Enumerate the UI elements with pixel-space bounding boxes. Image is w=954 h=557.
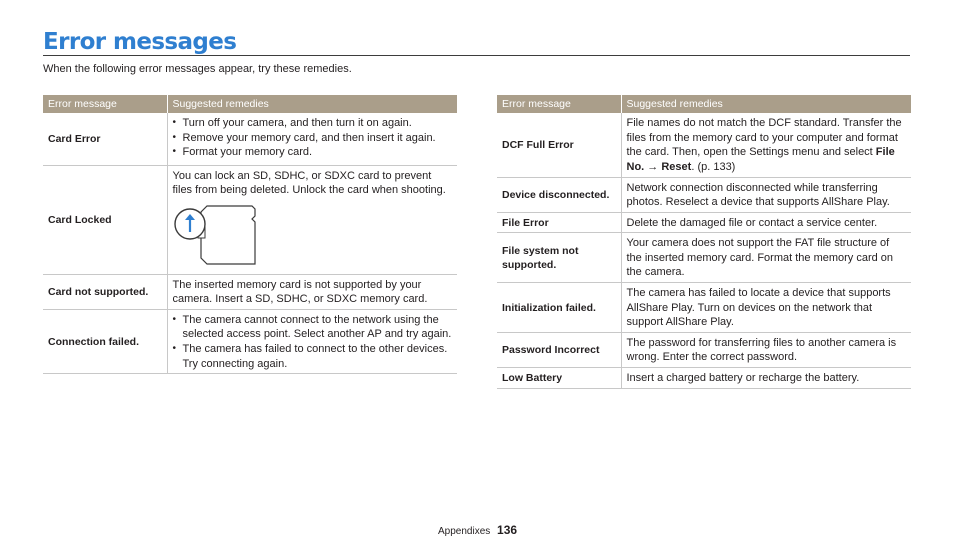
- list-item: • The camera cannot connect to the network using the selected access point. Select another AP and try again.: [183, 313, 453, 342]
- remedy-cell: The password for transferring files to another camera is wrong. Enter the correct password.: [621, 332, 911, 367]
- header-error-message: Error message: [497, 95, 621, 113]
- error-table-left: [43, 95, 457, 374]
- error-name: Password Incorrect: [497, 332, 621, 367]
- menu-item-reset: Reset: [661, 160, 692, 173]
- list-item: • Format your memory card.: [183, 145, 453, 160]
- header-suggested-remedies: Suggested remedies: [621, 95, 911, 113]
- remedy-cell: Insert a charged battery or recharge the battery.: [621, 368, 911, 389]
- remedy-text: You can lock an SD, SDHC, or SDXC card to prevent files from being deleted. Unlock the card when shooting.: [172, 169, 446, 197]
- error-name: Connection failed.: [43, 309, 167, 373]
- table-row: [497, 283, 911, 333]
- list-item: • Turn off your camera, and then turn it on again.: [183, 116, 453, 131]
- table-row: [497, 332, 911, 367]
- intro-text: When the following error messages appear, try these remedies.: [43, 63, 352, 75]
- remedy-cell: [167, 113, 457, 165]
- remedy-text: File names do not match the DCF standard. Transfer the files from the memory card to your computer and format the card. Then, open the Settings menu and select: [626, 117, 902, 159]
- menu-item-file-no: File No.: [626, 146, 895, 173]
- table-row: [497, 212, 911, 233]
- table-row: [43, 165, 457, 274]
- table-row: [43, 113, 457, 165]
- title-divider: [43, 55, 910, 56]
- header-error-message: Error message: [43, 95, 167, 113]
- page-title: Error messages: [43, 29, 237, 55]
- error-name: Card Error: [43, 113, 167, 165]
- table-row: [43, 274, 457, 309]
- header-suggested-remedies: Suggested remedies: [167, 95, 457, 113]
- table-row: [497, 177, 911, 212]
- error-name: Card not supported.: [43, 274, 167, 309]
- remedy-cell: Network connection disconnected while transferring photos. Reselect a device that supports AllShare Play.: [621, 177, 911, 212]
- list-item: • Remove your memory card, and then insert it again.: [183, 131, 453, 146]
- error-name: Low Battery: [497, 368, 621, 389]
- page-reference: . (p. 133): [691, 160, 736, 173]
- error-name: File Error: [497, 212, 621, 233]
- arrow-icon: →: [644, 160, 662, 173]
- error-name: Card Locked: [43, 165, 167, 274]
- remedy-list: [173, 313, 453, 371]
- error-table-right: [497, 95, 911, 389]
- footer-section-label: Appendixes: [438, 526, 491, 537]
- error-name: Device disconnected.: [497, 177, 621, 212]
- remedy-cell: [167, 309, 457, 373]
- sd-card-lock-icon: [173, 200, 263, 270]
- table-header-row: [43, 95, 457, 113]
- page-number: 136: [497, 523, 518, 537]
- remedy-cell: The camera has failed to locate a device that supports AllShare Play. Turn on devices on the network that support AllShare Play.: [621, 283, 911, 333]
- error-name: Initialization failed.: [497, 283, 621, 333]
- table-row: [43, 309, 457, 373]
- remedy-cell: [167, 165, 457, 274]
- table-row: [497, 233, 911, 283]
- remedy-cell: Your camera does not support the FAT file structure of the inserted memory card. Format the memory card on the camera.: [621, 233, 911, 283]
- remedy-cell: The inserted memory card is not supported by your camera. Insert a SD, SDHC, or SDXC memory card.: [167, 274, 457, 309]
- remedy-cell: [621, 113, 911, 177]
- error-name: DCF Full Error: [497, 113, 621, 177]
- page-footer: [438, 523, 517, 539]
- list-item: • The camera has failed to connect to the other devices. Try connecting again.: [183, 342, 453, 371]
- table-row: [497, 368, 911, 389]
- remedy-cell: Delete the damaged file or contact a service center.: [621, 212, 911, 233]
- table-header-row: [497, 95, 911, 113]
- remedy-list: [173, 116, 453, 160]
- error-name: File system not supported.: [497, 233, 621, 283]
- table-row: [497, 113, 911, 177]
